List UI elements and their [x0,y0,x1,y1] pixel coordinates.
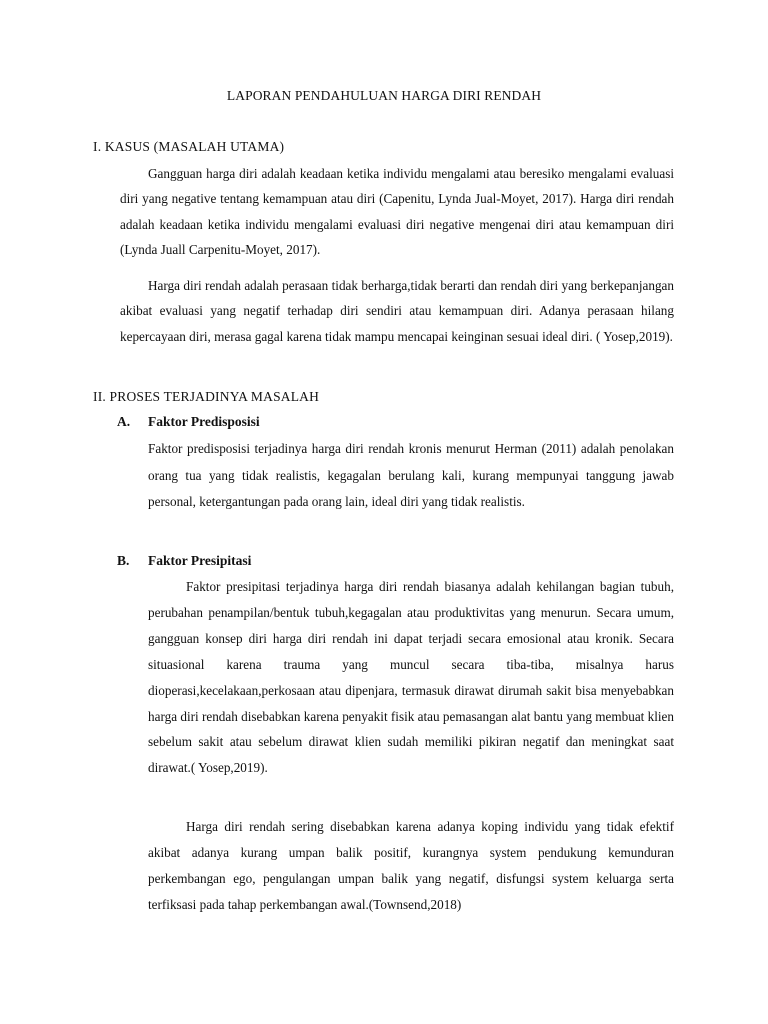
subsection-a-marker: A. [117,414,131,429]
subsection-b-paragraph-1: Faktor presipitasi terjadinya harga diri rendah biasanya adalah kehilangan bagian tubuh, perubahan penampilan/bentuk tubuh,kegagalan atau produktivitas yang menurun. Secara umum, gangguan konsep diri harga diri rendah ini dapat terjadi secara emosional atau kronik. Secara situasional karena trauma yang muncul secara tiba-tiba, misalnya harus dioperasi,kecelakaan,perkosaan atau dipenjara, termasuk dirawat dirumah sakit bisa menyebabkan harga diri rendah disebabkan karena penyakit fisik atau pemasangan alat bantu yang membuat klien sebelum sakit atau sebelum dirawat klien sudah memiliki pikiran negatif dan meningkat saat dirawat.( Yosep,2019). [148,579,674,776]
subsection-b-paragraph-2: Harga diri rendah sering disebabkan karena adanya koping individu yang tidak efektif akibat adanya kurang umpan balik positif, kurangnya system pendukung kemunduran perkembangan ego, pengulangan umpan balik yang negatif, disfungsi system keluarga serta terfiksasi pada tahap perkembangan awal.(Townsend,2018) [148,819,674,912]
section-1-paragraph-1: Gangguan harga diri adalah keadaan ketika individu mengalami atau beresiko mengalami evaluasi diri yang negative tentang kemampuan atau diri (Capenitu, Lynda Jual-Moyet, 2017). Harga diri rendah adalah keadaan ketika individu mengalami evaluasi diri negative mengenai diri atau kemampuan diri (Lynda Juall Carpenitu-Moyet, 2017). [120,166,674,257]
subsection-a-paragraph: Faktor predisposisi terjadinya harga diri rendah kronis menurut Herman (2011) adalah penolakan orang tua yang tidak realistis, kegagalan berulang kali, kurang mempunyai tanggung jawab personal, ketergantungan pada orang lain, ideal diri yang tidak realistis. [148,441,674,509]
section-1-heading: I. KASUS (MASALAH UTAMA) [93,139,285,154]
subsection-b-marker: B. [117,553,130,568]
subsection-b-heading: Faktor Presipitasi [148,553,252,568]
document-title: LAPORAN PENDAHULUAN HARGA DIRI RENDAH [226,88,542,103]
subsection-a-heading: Faktor Predisposisi [148,414,260,429]
section-2-heading: II. PROSES TERJADINYA MASALAH [93,389,320,404]
section-1-paragraph-2: Harga diri rendah adalah perasaan tidak berharga,tidak berarti dan rendah diri yang berkepanjangan akibat evaluasi yang negatif terhadap diri sendiri atau kemampuan diri. Adanya perasaan hilang kepercayaan diri, merasa gagal karena tidak mampu mencapai keinginan sesuai ideal diri. ( Yosep,2019). [120,278,674,344]
